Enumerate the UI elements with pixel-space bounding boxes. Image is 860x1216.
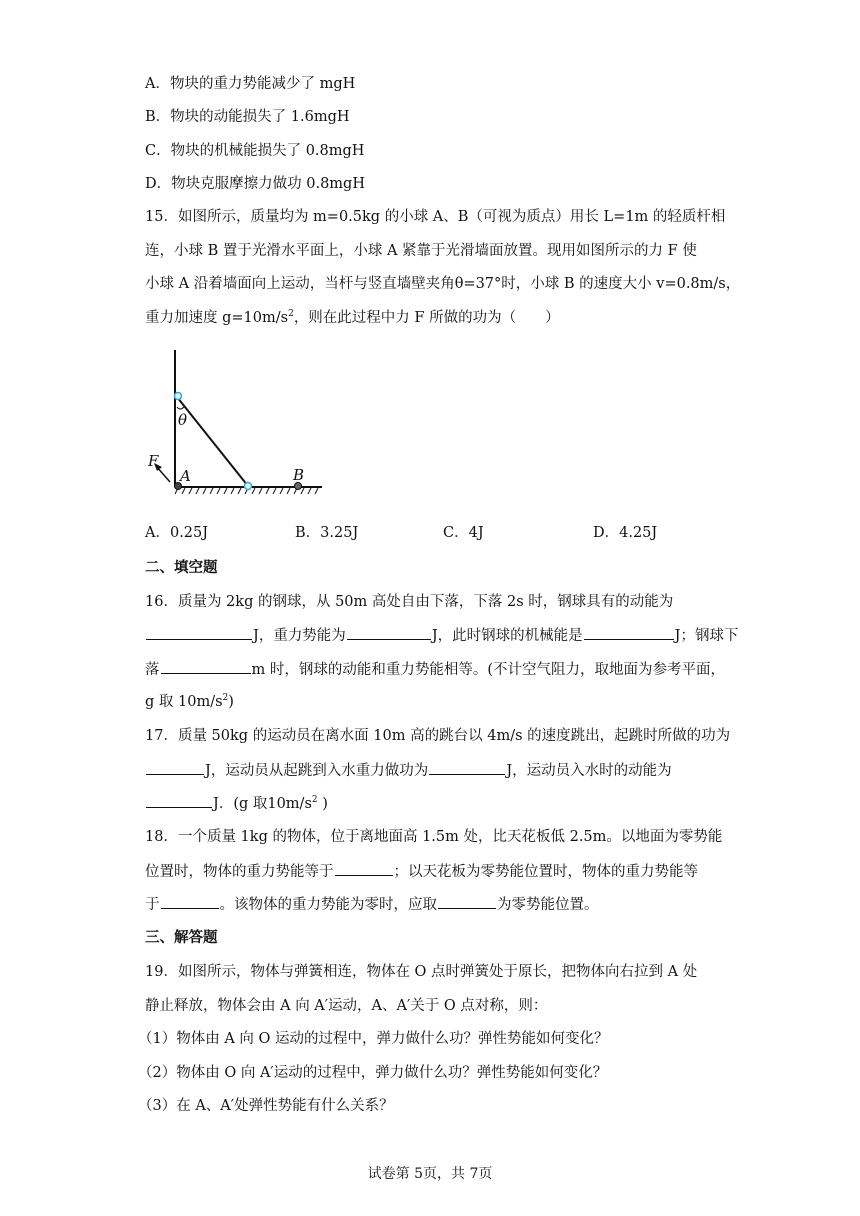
q15-line-1: 15．如图所示，质量均为 m=0.5kg 的小球 A、B（可视为质点）用长 L=1m 的轻质杆相 bbox=[145, 209, 726, 225]
section-heading-solve: 三、解答题 bbox=[145, 929, 218, 946]
q17-line-3: J．(g 取$10m/s^2$ ) bbox=[145, 793, 328, 814]
q18-line-3: 于 。该物体的重力势能为零时，应取 为零势能位置。 bbox=[145, 894, 599, 915]
q15-option-d: D．4.25J bbox=[593, 525, 658, 541]
answer-blank[interactable] bbox=[161, 894, 219, 909]
answer-blank[interactable] bbox=[146, 760, 204, 775]
page-footer: 试卷第 5页，共 7页 bbox=[367, 1166, 493, 1182]
q16-line-2: J，重力势能为 J，此时钢球的机械能是 J；钢球下 bbox=[145, 625, 738, 646]
q19-line-1: 19．如图所示，物体与弹簧相连，物体在 O 点时弹簧处于原长，把物体向右拉到 A 处 bbox=[145, 964, 698, 980]
q16-line-3: 落 m 时，钢球的动能和重力势能相等。(不计空气阻力，取地面为参考平面， bbox=[145, 659, 725, 680]
theta-label: θ bbox=[178, 411, 188, 429]
ball-a-label: A bbox=[180, 467, 191, 485]
q15-figure bbox=[140, 345, 340, 505]
answer-blank[interactable] bbox=[584, 625, 674, 640]
q15-line-3: 小球 A 沿着墙面向上运动，当杆与竖直墙壁夹角θ=37°时，小球 B 的速度大小 v=0.8m/s， bbox=[145, 276, 741, 292]
q14-option-c: C．物块的机械能损失了 0.8mgH bbox=[145, 143, 365, 159]
q19-line-2: 静止释放，物体会由 A 向 A′运动，A、A′关于 O 点对称，则： bbox=[145, 998, 548, 1014]
answer-blank[interactable] bbox=[146, 793, 212, 808]
ball-b-lower bbox=[245, 483, 252, 490]
answer-blank[interactable] bbox=[146, 625, 252, 640]
force-label: F bbox=[148, 452, 159, 470]
ball-b-label: B bbox=[293, 466, 305, 484]
q15-option-c: C．4J bbox=[443, 525, 484, 541]
q17-line-1: 17．质量 50kg 的运动员在离水面 10m 高的跳台以 4m/s 的速度跳出，起跳时所做的功为 bbox=[145, 728, 731, 744]
angle-arc bbox=[177, 407, 184, 409]
q15-line-2: 连，小球 B 置于光滑水平面上，小球 A 紧靠于光滑墙面放置。现用如图所示的力 F 使 bbox=[145, 243, 697, 259]
q14-option-a: A．物块的重力势能减少了 mgH bbox=[145, 76, 356, 92]
q18-line-1: 18．一个质量 1kg 的物体，位于离地面高 1.5m 处，比天花板低 2.5m。以地面为零势能 bbox=[145, 829, 723, 845]
answer-blank[interactable] bbox=[161, 659, 251, 674]
ball-a-upper bbox=[175, 393, 182, 400]
q14-option-d: D．物块克服摩擦力做功 0.8mgH bbox=[145, 176, 365, 192]
q15-option-b: B．3.25J bbox=[295, 525, 359, 541]
answer-blank[interactable] bbox=[438, 894, 496, 909]
section-heading-fill-blank: 二、填空题 bbox=[145, 559, 218, 576]
q15-line-4: 重力加速度 $g=10m/s^2$，则在此过程中力 F 所做的功为（ ） bbox=[145, 309, 560, 326]
q19-subquestion-1: （1）物体由 A 向 O 运动的过程中，弹力做什么功？弹性势能如何变化？ bbox=[138, 1031, 609, 1047]
q16-line-4: g 取 $10m/s^2$) bbox=[145, 693, 234, 710]
answer-blank[interactable] bbox=[335, 861, 393, 876]
q15-option-a: A．0.25J bbox=[145, 525, 209, 541]
answer-blank[interactable] bbox=[347, 625, 431, 640]
q18-line-2: 位置时，物体的重力势能等于 ；以天花板为零势能位置时，物体的重力势能等 bbox=[145, 861, 698, 882]
answer-blank[interactable] bbox=[429, 760, 505, 775]
q17-line-2: J，运动员从起跳到入水重力做功为 J，运动员入水时的动能为 bbox=[145, 760, 672, 781]
q19-subquestion-2: （2）物体由 O 向 A′运动的过程中，弹力做什么功？弹性势能如何变化？ bbox=[138, 1065, 608, 1081]
q19-subquestion-3: （3）在 A、A′处弹性势能有什么关系？ bbox=[138, 1098, 394, 1114]
q16-line-1: 16．质量为 2kg 的钢球，从 50m 高处自由下落，下落 2s 时，钢球具有的动能为 bbox=[145, 594, 674, 610]
q14-option-b: B．物块的动能损失了 1.6mgH bbox=[145, 109, 350, 125]
